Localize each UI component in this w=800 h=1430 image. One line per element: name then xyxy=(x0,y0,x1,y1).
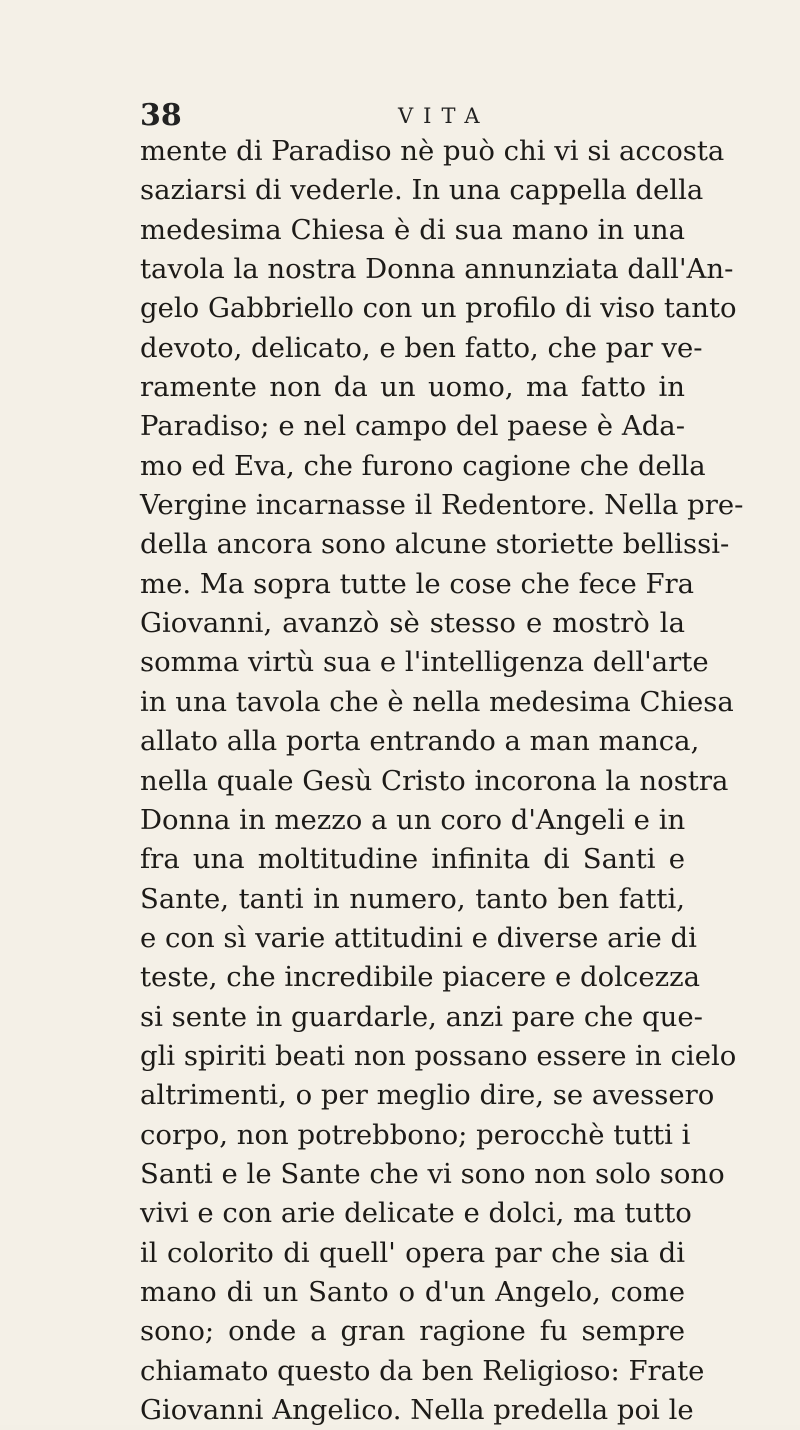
text-line: me. Ma sopra tutte le cose che fece Fra xyxy=(140,567,695,600)
text-line: Sante, tanti in numero, tanto ben fatti, xyxy=(140,882,685,915)
text-line: in una tavola che è nella medesima Chiesa xyxy=(140,685,734,718)
text-line: allato alla porta entrando a man manca, xyxy=(140,725,700,758)
text-line: Vergine incarnasse il Redentore. Nella pre- xyxy=(140,489,744,522)
text-line: sono; onde a gran ragione fu sempre xyxy=(140,1315,685,1348)
text-line: Giovanni, avanzò sè stesso e mostrò la xyxy=(140,607,685,640)
running-title: VITA xyxy=(398,104,490,128)
text-line: fra una moltitudine infinita di Santi e xyxy=(140,843,685,876)
text-line: Paradiso; e nel campo del paese è Ada- xyxy=(140,410,685,443)
text-line: e con sì varie attitudini e diverse arie di xyxy=(140,921,697,954)
text-line: teste, che incredibile piacere e dolcezza xyxy=(140,961,700,994)
text-line: Donna in mezzo a un coro d'Angeli e in xyxy=(140,803,686,836)
text-line: altrimenti, o per meglio dire, se avessero xyxy=(140,1079,715,1112)
text-line: ramente non da un uomo, ma fatto in xyxy=(140,371,685,404)
text-line: nella quale Gesù Cristo incorona la nostra xyxy=(140,764,729,797)
text-line: devoto, delicato, e ben fatto, che par ve- xyxy=(140,331,703,364)
text-line: gli spiriti beati non possano essere in cielo xyxy=(140,1039,737,1072)
text-line: vivi e con arie delicate e dolci, ma tutto xyxy=(140,1197,692,1230)
body-text xyxy=(140,132,744,1430)
text-line: gelo Gabbriello con un profilo di viso tanto xyxy=(140,292,737,325)
text-line: della ancora sono alcune storiette bellissi- xyxy=(140,528,730,561)
text-line: medesima Chiesa è di sua mano in una xyxy=(140,213,685,246)
text-line: il colorito di quell' opera par che sia di xyxy=(140,1236,685,1269)
text-line: Giovanni Angelico. Nella predella poi le xyxy=(140,1394,694,1426)
text-line: si sente in guardarle, anzi pare che que- xyxy=(140,1000,703,1033)
page-number: 38 xyxy=(140,98,182,133)
text-line: somma virtù sua e l'intelligenza dell'arte xyxy=(140,646,709,679)
text-line: mano di un Santo o d'un Angelo, come xyxy=(140,1275,685,1308)
text-line: mente di Paradiso nè può chi vi si accosta xyxy=(140,135,725,167)
text-line: Santi e le Sante che vi sono non solo sono xyxy=(140,1157,725,1190)
text-line: saziarsi di vederle. In una cappella della xyxy=(140,174,704,207)
text-line: chiamato questo da ben Religioso: Frate xyxy=(140,1354,705,1387)
text-line: tavola la nostra Donna annunziata dall'An- xyxy=(140,253,734,286)
text-line: mo ed Eva, che furono cagione che della xyxy=(140,449,706,482)
text-line: corpo, non potrebbono; perocchè tutti i xyxy=(140,1118,691,1151)
